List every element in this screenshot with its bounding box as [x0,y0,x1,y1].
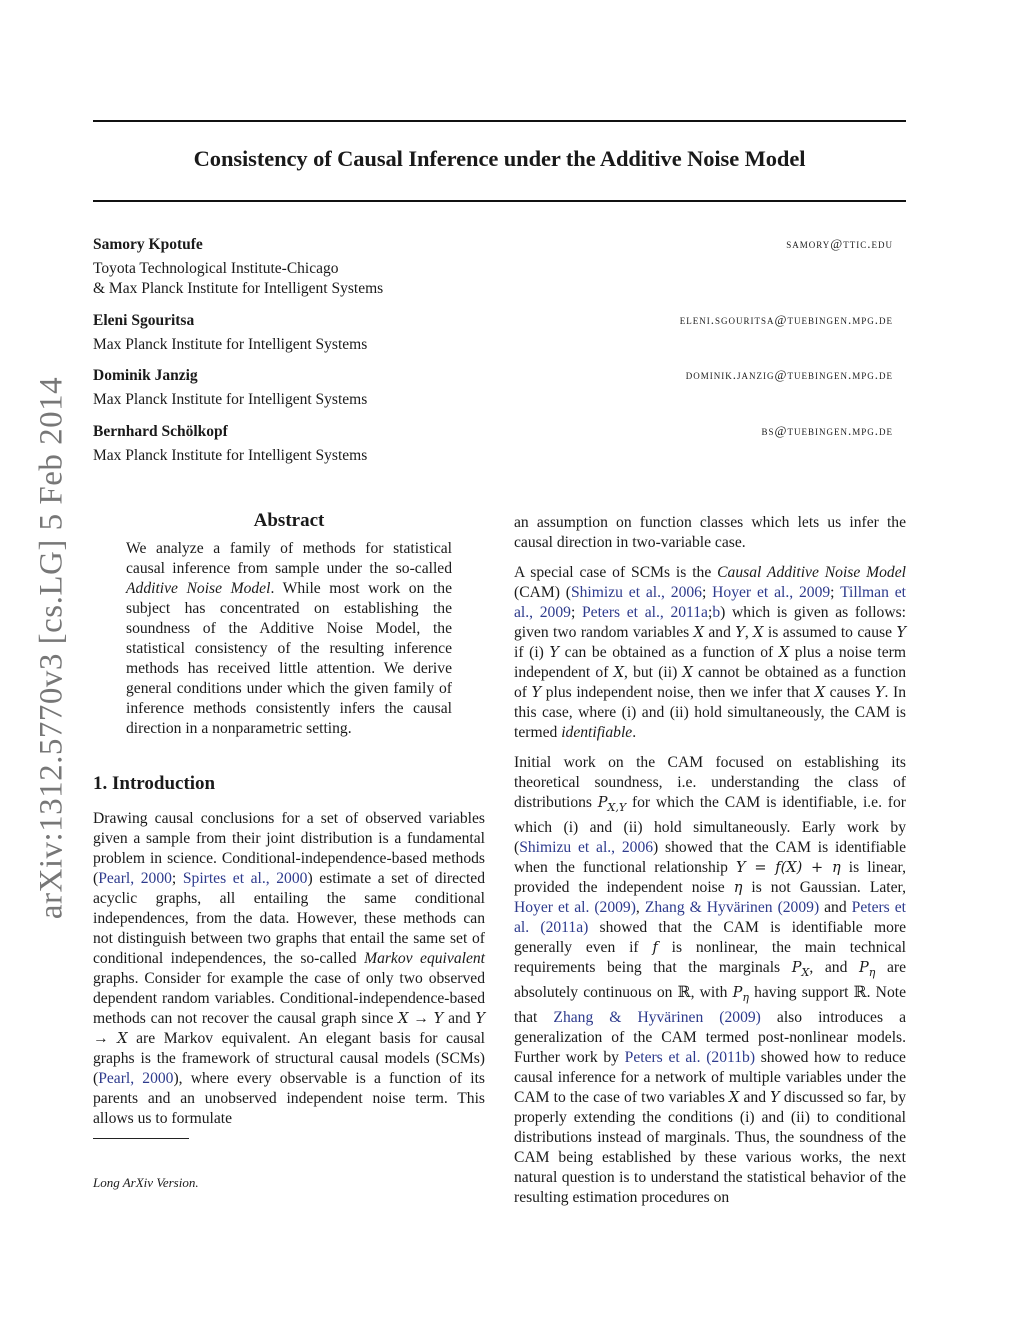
text-run: and [443,1010,476,1027]
text-run: ; [171,870,183,887]
text-run: graphs. Consider for example the case of only two observed dependent random variables. Conditional-independence-based methods can not recover the causal graph since [93,970,485,1027]
text-run: ), where every observable is a function of its parents and an unobserved independent noise term. This allows us to formulate [93,1070,486,1127]
math-symbol: X [729,1090,740,1107]
text-run: plus independent noise, then we infer that [541,684,815,701]
text-run: also introduces a generalization of the CAM termed post-nonlinear models. Further work by [514,1009,906,1067]
citation-link[interactable]: Hoyer et al. (2009) [514,899,636,917]
text-run: , [744,624,754,641]
citation-link[interactable]: Zhang & Hyvärinen (2009) [553,1009,761,1027]
author-email: bs@tuebingen.mpg.de [761,423,893,438]
text-run: is assumed to cause [763,624,897,641]
text-run: plus a noise term independent of [514,644,906,681]
author-affiliation: Max Planck Institute for Intelligent Systems [93,336,368,353]
author-affiliation: Max Planck Institute for Intelligent Systems [93,391,368,408]
text-run: ; [570,604,582,621]
math-symbol: X [693,625,704,641]
math-symbol: Y [874,685,885,701]
abstract-body [126,539,452,739]
math-symbol: X [753,625,764,641]
emphasized-term: Markov equivalent [364,950,485,967]
text-run: , but (ii) [623,664,683,681]
author-affiliation: Max Planck Institute for Intelligent Systems [93,447,368,464]
math-symbol: Y = f(X) + η [735,860,841,877]
title-rule-top [93,120,906,122]
math-symbol: f [652,940,658,957]
author-email: dominik.janzig@tuebingen.mpg.de [685,367,893,382]
text-run: . While most work on the subject has concentrated on establishing the soundness of the Additive Noise Model, the statistical consistency of the resulting inference methods has received little attention. We derive general conditions under which the given family of inference methods consistently infers the causal direction in a nonparametric setting. [126,580,452,737]
math-symbol: P [597,795,608,811]
math-symbol: Y [433,1011,444,1027]
text-run: if (i) [514,644,550,661]
arxiv-identifier-stamp: arXiv:1312.5770v3 [cs.LG] 5 Feb 2014 [33,376,70,920]
math-symbol: P [859,960,869,977]
text-run: , and [809,959,859,977]
text-run: (CAM) ( [514,584,571,601]
text-run: → [408,1010,434,1027]
text-run: can be obtained as a function of [559,644,779,661]
math-symbol: η [868,966,876,980]
abstract-heading: Abstract [253,510,325,531]
text-run: We analyze a family of methods for statistical causal inference from sample under the so-called [126,540,452,577]
text-run: ) showed that the CAM is identifiable when the functional relationship [514,839,906,877]
math-symbol: X [801,966,810,980]
text-run: and [739,1089,771,1107]
math-symbol: P [732,985,743,1002]
math-symbol: Y [735,625,745,641]
text-run: ; [707,604,713,621]
text-run: and [819,899,852,917]
text-run: ; [830,584,841,601]
text-run: . In this case, where (i) and (ii) hold simultaneously, the CAM is termed [514,684,906,741]
introduction-paragraph [93,809,485,1129]
citation-link[interactable]: Tillman et al., 2009 [514,584,907,621]
citation-link[interactable]: Spirtes et al., 2000 [182,870,308,887]
footnote-rule [93,1138,189,1139]
text-run: are Markov equivalent. An elegant basis for causal graphs is the framework of structural causal models (SCMs) ( [93,1030,485,1087]
author-name: Bernhard Schölkopf [93,423,228,440]
math-symbol: P [791,960,802,977]
math-symbol: X,Y [607,801,627,815]
emphasized-term: Additive Noise Model [126,580,271,597]
footnote: Long ArXiv Version. [93,1175,199,1190]
text-run: are absolutely continuous on ℝ, with [514,959,907,1002]
author-name: Eleni Sgouritsa [93,312,195,329]
author-block [93,422,893,466]
text-run: showed that the CAM is identifiable more generally even if [514,919,907,957]
text-run: Drawing causal conclusions for a set of observed variables given a sample from their joint distribution is a fundamental problem in science. Conditional-independence-based methods ( [93,810,485,887]
citation-link[interactable]: Peters et al. (2011b) [624,1049,756,1067]
math-symbol: Y [549,645,560,661]
math-symbol: X [398,1011,409,1027]
citation-link[interactable]: Peters et al. (2011a) [514,899,906,937]
author-block [93,311,893,355]
math-symbol: X [682,665,693,681]
citation-link[interactable]: Hoyer et al., 2009 [712,584,831,601]
math-symbol: Y [475,1011,486,1027]
author-block [93,235,893,299]
text-run: → [93,1030,118,1047]
citation-link[interactable]: Zhang & Hyvärinen (2009) [644,899,820,917]
text-run: showed how to reduce causal inference for a network of multiple variables under the CAM to the case of two variables [514,1049,906,1107]
emphasized-term: Causal Additive Noise Model [717,564,906,581]
text-run: for which the CAM is identifiable, i.e. for which (i) and (ii) hold simultaneously. Early work by ( [514,794,906,857]
right-column-paragraph [514,513,906,553]
text-run: , [635,899,645,917]
text-run: an assumption on function classes which lets us infer the causal direction in two-variable case. [514,514,906,551]
text-run: having support ℝ. Note that [514,984,906,1027]
right-column-paragraph [514,753,906,1208]
author-block [93,366,893,410]
section-heading-introduction: 1. Introduction [93,773,216,794]
text-run: A special case of SCMs is the [514,564,718,581]
citation-link[interactable]: Shimizu et al., 2006 [570,584,702,601]
text-run: ; [701,584,713,601]
author-email: samory@ttic.edu [786,236,893,251]
math-symbol: X [778,645,790,661]
text-run: and [703,624,736,641]
author-name: Dominik Janzig [93,367,198,384]
math-symbol: η [742,991,749,1005]
emphasized-term: identifiable [561,724,633,741]
citation-link[interactable]: Pearl, 2000 [98,870,172,887]
text-run: . [632,724,637,741]
author-name: Samory Kpotufe [93,236,203,253]
math-symbol: X [814,685,826,701]
text-run: ) which is given as follows: given two random variables [514,604,907,641]
citation-link[interactable]: b [712,604,721,621]
text-run: ) estimate a set of directed acyclic graphs, all entailing the same conditional independences, from the data. However, these methods can not distinguish between two graphs that entail the same set of conditional independences, the so-called [93,870,486,967]
text-run: is not Gaussian. Later, [742,879,907,897]
author-affiliation: Toyota Technological Institute-Chicago & Max Planck Institute for Intelligent Systems [93,260,384,297]
math-symbol: X [613,665,624,681]
right-column-paragraph [514,563,906,743]
math-symbol: X [117,1031,128,1047]
title-rule-bottom [93,200,906,202]
text-run: causes [825,684,875,701]
text-run: is linear, provided the independent noise [514,859,907,897]
citation-link[interactable]: Pearl, 2000 [98,1070,174,1087]
text-run: is nonlinear, the main technical requirements being that the marginals [514,939,907,977]
citation-link[interactable]: Peters et al., 2011a [581,604,708,621]
author-email: eleni.sgouritsa@tuebingen.mpg.de [679,312,893,327]
math-symbol: Y [896,625,907,641]
text-run: cannot be obtained as a function of [514,664,906,701]
math-symbol: η [733,880,743,897]
text-run: discussed so far, by properly extending the conditions (i) and (ii) to conditional distributions instead of marginals. Thus, the soundness of the CAM being established by these various works, the next natural question is to understand the statistical behavior of the resulting estimation procedures on [514,1089,907,1207]
paper-title: Consistency of Causal Inference under the Additive Noise Model [193,146,806,171]
text-run: Initial work on the CAM focused on establishing its theoretical soundness, i.e. understanding the class of distributions [514,754,906,811]
math-symbol: Y [770,1090,780,1107]
math-symbol: Y [531,685,542,701]
citation-link[interactable]: Shimizu et al., 2006 [519,839,654,857]
